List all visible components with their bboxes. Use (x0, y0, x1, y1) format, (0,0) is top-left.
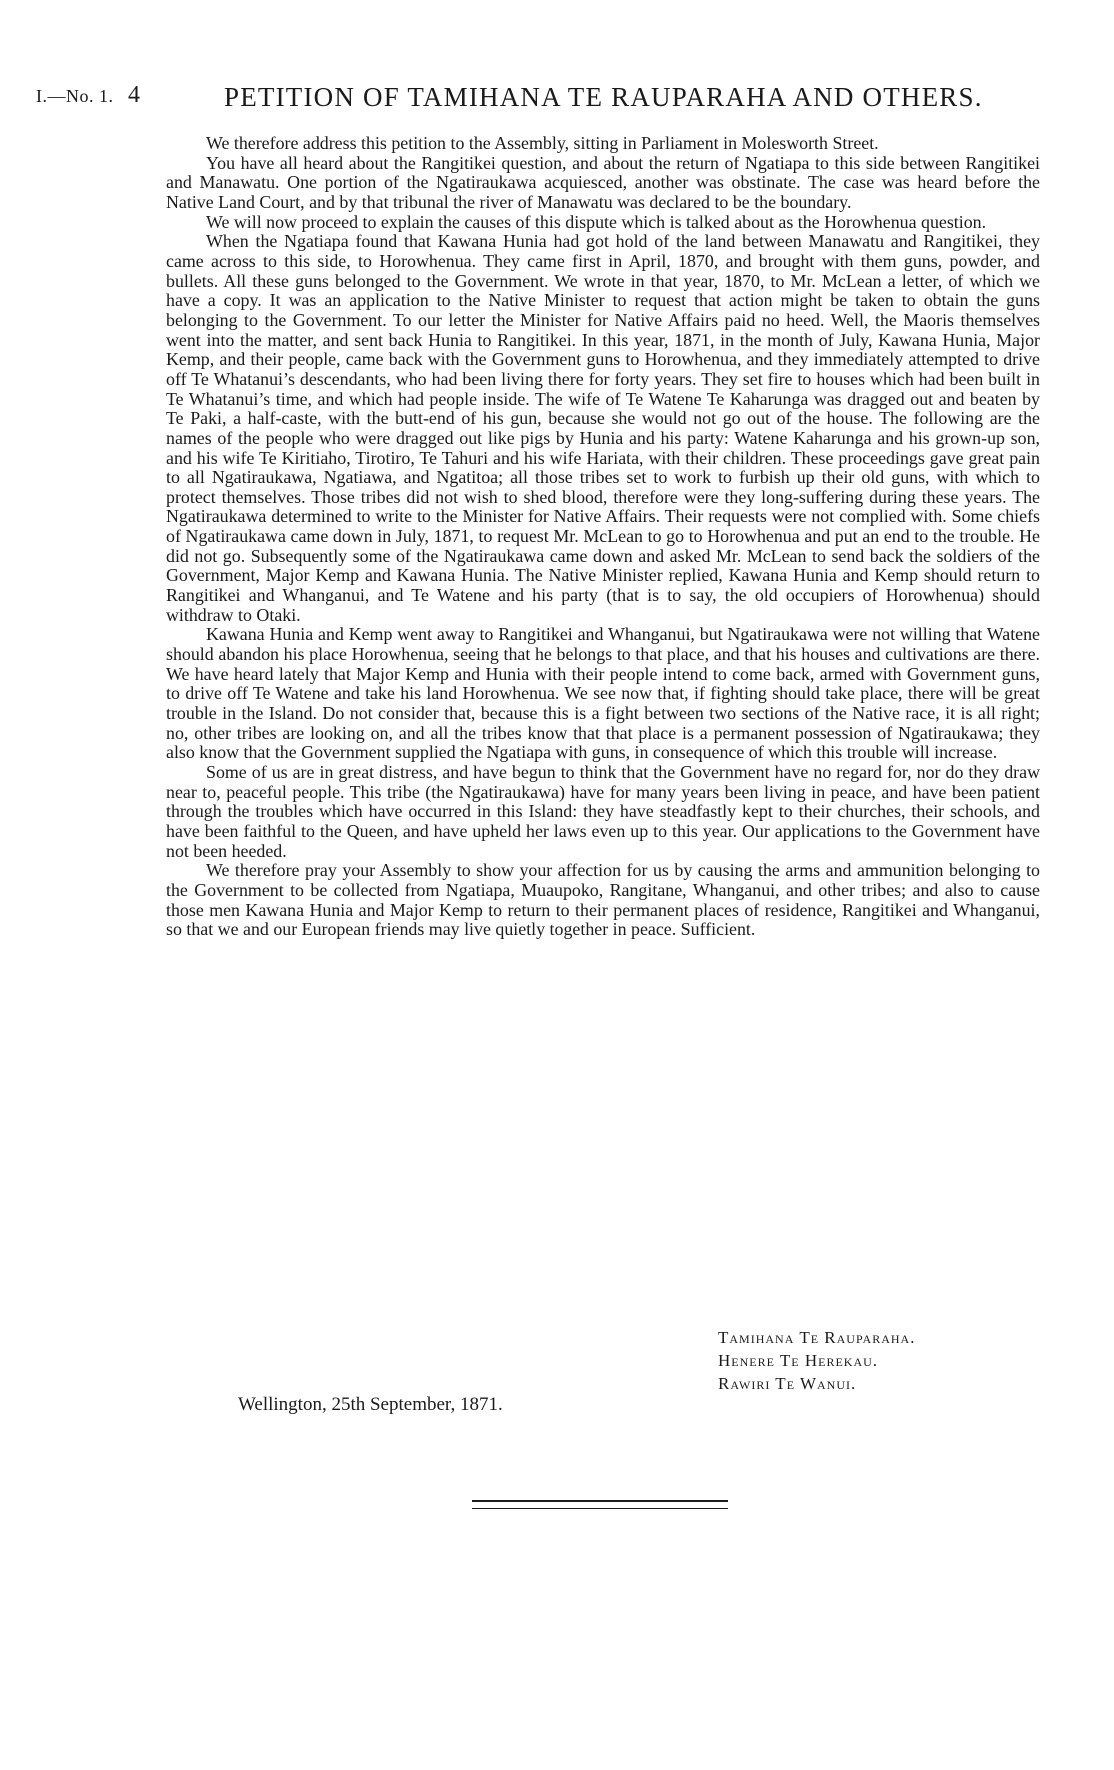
paper-reference: I.—No. 1. (36, 86, 114, 106)
paragraph: We therefore pray your Assembly to show your affection for us by causing the arms and ammunition belonging to the Government to be collected from Ngatiapa, Muaupoko, Rangitane, Whanganui, and other tribes; and also to cause those men Kawana Hunia and Major Kemp to return to their permanent places of residence, Rangitikei and Whanganui, so that we and our European friends may live quietly together in peace. Sufficient. (166, 860, 1040, 940)
page-title: PETITION OF TAMIHANA TE RAUPARAHA AND OTHERS. (224, 82, 983, 112)
paragraph: When the Ngatiapa found that Kawana Hunia had got hold of the land between Manawatu and Rangitikei, they came across to this side, to Horowhenua. They came first in April, 1870, and brought with them guns, powder, and bullets. All these guns belonged to the Government. We wrote in that year, 1870, to Mr. McLean a letter, of which we have a copy. It was an application to the Native Minister to request that action might be taken to obtain the guns belonging to the Government. To our letter the Minister for Native Affairs paid no heed. Well, the Maoris themselves went into the matter, and sent back Hunia to Rangitikei. In this year, 1871, in the month of July, Kawana Hunia, Major Kemp, and their people, came back with the Government guns to Horowhenua, and they immediately attempted to drive off Te Whatanui’s descendants, who had been living there for forty years. They set fire to houses which had been built in Te Whatanui’s time, and which had people inside. The wife of Te Watene Te Kaharunga was dragged out and beaten by Te Paki, a half-caste, with the butt-end of his gun, because she would not go out of the house. The following are the names of the people who were dragged out like pigs by Hunia and his party: Watene Kaharunga and his grown-up son, and his wife Te Kiritiaho, Tirotiro, Te Tahuri and his wife Hariata, with their children. These proceedings gave great pain to all Ngatiraukawa, Ngatiawa, and Ngatitoa; all those tribes set to work to furbish up their old guns, with which to protect themselves. Those tribes did not wish to shed blood, therefore were they long-suffering during these years. The Ngatiraukawa determined to write to the Minister for Native Affairs. Their requests were not complied with. Some chiefs of Ngatiraukawa came down in July, 1871, to request Mr. McLean to go to Horowhenua and put an end to the trouble. He did not go. Subsequently some of the Ngatiraukawa came down and asked Mr. McLean to send back the soldiers of the Government, Major Kemp and Kawana Hunia. The Native Minister replied, Kawana Hunia and Kemp should return to Rangitikei and Whanganui, and Te Watene and his party (that is to say, the old occupiers of Horowhenua) should withdraw to Otaki. (166, 231, 1040, 625)
signatory: Tamihana Te Rauparaha. (718, 1328, 916, 1347)
paragraph: Some of us are in great distress, and have begun to think that the Government have no regard for, nor do they draw near to, peaceful people. This tribe (the Ngatiraukawa) have for many years been living in peace, and have been patient through the troubles which have occurred in this Island: they have steadfastly kept to their churches, their schools, and have been faithful to the Queen, and have upheld her laws even up to this year. Our applications to the Government have not been heeded. (166, 762, 1040, 861)
signatory: Rawiri Te Wanui. (718, 1374, 857, 1393)
signature-block (718, 1326, 915, 1395)
paragraph: You have all heard about the Rangitikei question, and about the return of Ngatiapa to this side between Rangitikei and Manawatu. One portion of the Ngatiraukawa acquiesced, another was obstinate. The case was heard before the Native Land Court, and by that tribunal the river of Manawatu was declared to be the boundary. (166, 152, 1040, 212)
petition-body (166, 134, 1040, 940)
page-number: 4 (128, 82, 140, 108)
paragraph: Kawana Hunia and Kemp went away to Rangitikei and Whanganui, but Ngatiraukawa were not willing that Watene should abandon his place Horowhenua, seeing that he belongs to that place, and that his houses and cultivations are there. We have heard lately that Major Kemp and Hunia with their people intend to come back, armed with Government guns, to drive off Te Watene and take his land Horowhenua. We see now that, if fighting should take place, there will be great trouble in the Island. Do not consider that, because this is a fight between two sections of the Native race, it is all right; no, other tribes are looking on, and all the tribes know that that place is a permanent possession of Ngatiraukawa; they also know that the Government supplied the Ngatiapa with guns, in consequence of which this trouble will increase. (166, 624, 1040, 763)
end-rule-divider (472, 1500, 728, 1509)
page-header (36, 82, 1074, 116)
paragraph: We will now proceed to explain the causes of this dispute which is talked about as the Horowhenua question. (206, 211, 987, 232)
signatory: Henere Te Herekau. (718, 1351, 879, 1370)
date-line: Wellington, 25th September, 1871. (238, 1394, 503, 1415)
paragraph: We therefore address this petition to the Assembly, sitting in Parliament in Molesworth Street. (206, 133, 879, 153)
